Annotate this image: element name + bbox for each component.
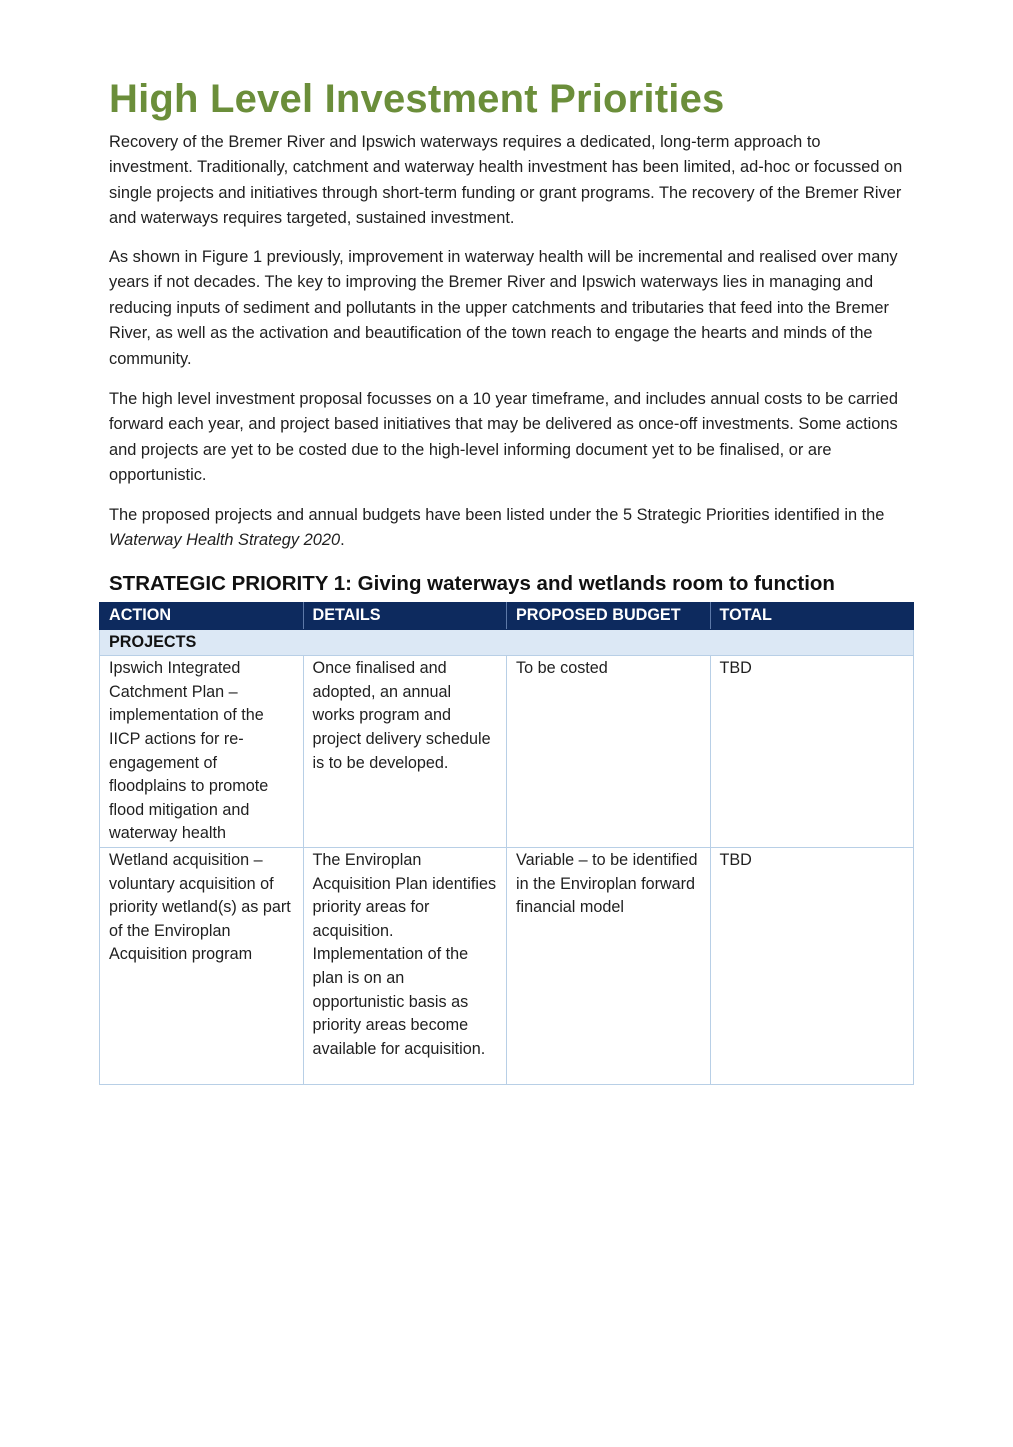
- cell-total: TBD: [710, 847, 914, 1084]
- intro-paragraph: Recovery of the Bremer River and Ipswich waterways requires a dedicated, long-term approach to investment. Traditionally, catchment and waterway health investment has been limited, ad-hoc or focussed on single projects and initiatives through short-term funding or grant programs. The recovery of the Bremer River and waterways requires targeted, sustained investment.: [109, 133, 903, 228]
- priority-table: [99, 602, 914, 1085]
- cell-details: Once finalised and adopted, an annual works program and project delivery schedule is to be developed.: [303, 656, 507, 848]
- header-total: TOTAL: [710, 603, 914, 630]
- cell-budget: Variable – to be identified in the Enviroplan forward financial model: [507, 847, 711, 1084]
- cell-total: TBD: [710, 656, 914, 848]
- strategy-title-italic: Waterway Health Strategy 2020: [109, 531, 341, 550]
- section-label-projects: PROJECTS: [100, 629, 914, 656]
- cell-action: Ipswich Integrated Catchment Plan – implementation of the IICP actions for re-engagement of floodplains to promote flood mitigation and waterway health: [100, 656, 304, 848]
- strategic-priority-heading: STRATEGIC PRIORITY 1: Giving waterways and wetlands room to function: [109, 572, 835, 595]
- p4-end-text: .: [340, 531, 345, 550]
- page-title: High Level Investment Priorities: [109, 77, 725, 121]
- investment-proposal-paragraph: The high level investment proposal focusses on a 10 year timeframe, and includes annual costs to be carried forward each year, and project based initiatives that may be delivered as once-off investments. Some actions and projects are yet to be costed due to the high-level informing document yet to be finalised, or are opportunistic.: [109, 390, 899, 485]
- p4-lead-text: The proposed projects and annual budgets have been listed under the 5 Strategic Priorities identified in the: [109, 506, 885, 524]
- section-row: [100, 629, 914, 656]
- strategic-priorities-paragraph: [109, 503, 906, 554]
- header-action: ACTION: [100, 603, 304, 630]
- cell-action: Wetland acquisition – voluntary acquisition of priority wetland(s) as part of the Enviroplan Acquisition program: [100, 847, 304, 1084]
- table-row: [100, 656, 914, 848]
- cell-details: The Enviroplan Acquisition Plan identifies priority areas for acquisition. Implementation of the plan is on an opportunistic basis as priority areas become available for acquisition.: [303, 847, 507, 1084]
- cell-budget: To be costed: [507, 656, 711, 848]
- table-header-row: [100, 603, 914, 630]
- table-row: [100, 847, 914, 1084]
- waterway-health-paragraph: As shown in Figure 1 previously, improvement in waterway health will be incremental and realised over many years if not decades. The key to improving the Bremer River and Ipswich waterways lies in managing and reducing inputs of sediment and pollutants in the upper catchments and tributaries that feed into the Bremer River, as well as the activation and beautification of the town reach to engage the hearts and minds of the community.: [109, 248, 898, 368]
- header-details: DETAILS: [303, 603, 507, 630]
- header-proposed-budget: PROPOSED BUDGET: [507, 603, 711, 630]
